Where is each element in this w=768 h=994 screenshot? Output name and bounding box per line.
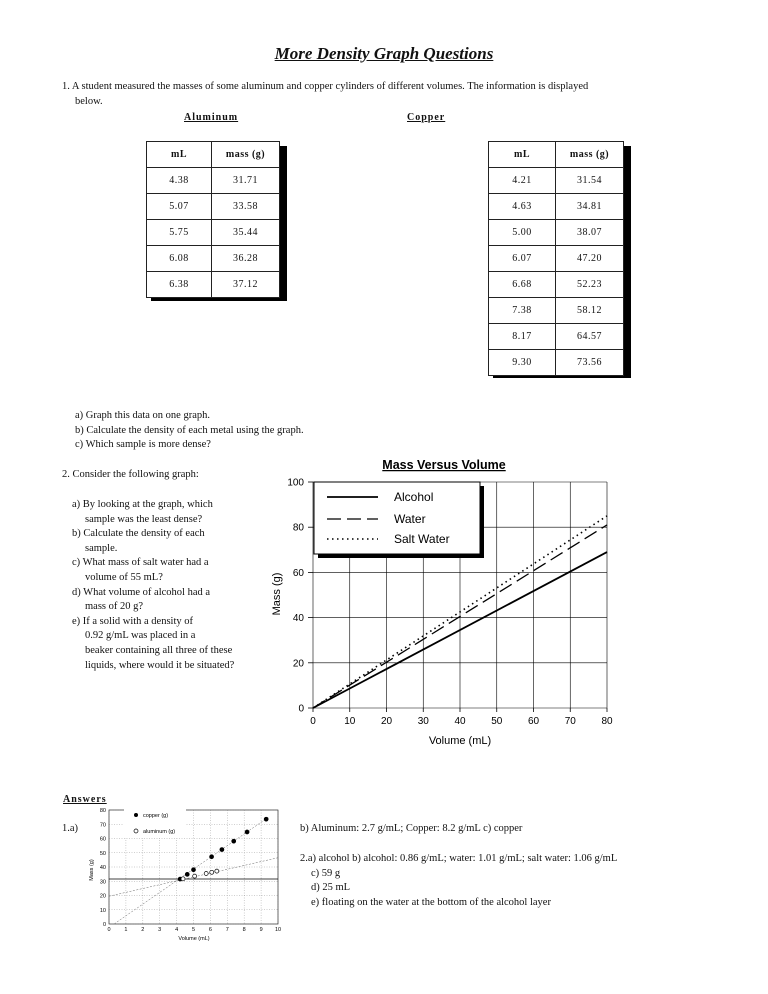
table-row [147, 220, 280, 246]
legend-label-alcohol: Alcohol [394, 490, 434, 504]
answer-x-tick-label: 5 [191, 927, 196, 933]
x-tick-label: 30 [417, 716, 429, 727]
table-cell: 8.17 [489, 324, 556, 350]
copper-data-point [192, 868, 196, 872]
answer-y-tick-label: 80 [99, 808, 106, 814]
aluminum-data-point [210, 870, 214, 874]
q2-intro: 2. Consider the following graph: [62, 469, 199, 480]
copper-data-point [264, 817, 268, 821]
q2-part-line: b) Calculate the density of each [72, 528, 205, 540]
legend-label-water: Water [394, 512, 426, 526]
q1-part-b: b) Calculate the density of each metal using the graph. [75, 424, 304, 436]
aluminum-data-point [193, 874, 197, 878]
table-cell: 5.00 [489, 220, 556, 246]
table-cell: 7.38 [489, 298, 556, 324]
answer-x-tick-label: 9 [259, 927, 263, 933]
x-tick-label: 50 [491, 716, 503, 727]
answer-x-tick-label: 3 [158, 927, 162, 933]
table-cell: 5.75 [147, 220, 212, 246]
table-header-cell: mass (g) [556, 142, 624, 168]
table-row [489, 272, 624, 298]
x-tick-label: 80 [601, 716, 613, 727]
table-header-cell: mL [489, 142, 556, 168]
table-row [489, 194, 624, 220]
table-cell: 64.57 [556, 324, 624, 350]
table-cell: 73.56 [556, 350, 624, 376]
copper-data-point [232, 839, 236, 843]
q1-parts [75, 409, 304, 453]
answer-scatter-chart [82, 804, 282, 944]
answer-x-tick-label: 7 [225, 927, 229, 933]
answer-legend-label-aluminum: aluminum (g) [143, 829, 176, 835]
table-header-row [147, 142, 280, 168]
answer-x-tick-label: 10 [274, 927, 282, 933]
q2-part-line: sample was the least dense? [85, 513, 203, 525]
table-cell: 4.63 [489, 194, 556, 220]
y-tick-label: 20 [292, 658, 304, 670]
answer-y-tick-label: 50 [99, 850, 106, 857]
table-header-cell: mL [147, 142, 212, 168]
answer-y-tick-label: 60 [99, 836, 106, 843]
copper-data-point [185, 872, 189, 876]
aluminum-label: Aluminum [184, 112, 239, 123]
q2-part-line: c) What mass of salt water had a [72, 557, 209, 569]
answer-chart-legend [124, 808, 186, 838]
page-title: More Density Graph Questions [274, 44, 494, 63]
copper-data-point [245, 830, 249, 834]
answer-y-tick-label: 40 [99, 865, 106, 871]
table-header-row [489, 142, 624, 168]
q2-part-line: 0.92 g/mL was placed in a [85, 630, 196, 642]
table-cell: 6.08 [147, 246, 212, 272]
x-tick-label: 10 [344, 716, 356, 727]
q2-part-line: liquids, where would it be situated? [85, 659, 235, 671]
y-tick-label: 40 [292, 613, 304, 625]
answer-1b: b) Aluminum: 2.7 g/mL; Copper: 8.2 g/mL c) copper [300, 823, 523, 834]
q1-part-c: c) Which sample is more dense? [75, 439, 211, 451]
answer-1a-label: 1.a) [62, 823, 79, 834]
q1-part-a: a) Graph this data on one graph. [75, 410, 210, 421]
y-axis-label: Mass (g) [271, 572, 283, 616]
y-tick-label: 0 [298, 703, 304, 715]
answer-legend-marker-copper [134, 813, 138, 817]
q1-intro-line2: below. [75, 96, 103, 107]
table-row [489, 298, 624, 324]
answer-2a: 2.a) alcohol b) alcohol: 0.86 g/mL; water: 1.01 g/mL; salt water: 1.06 g/mL [300, 853, 618, 864]
table-cell: 6.68 [489, 272, 556, 298]
table-header-cell: mass (g) [212, 142, 280, 168]
x-tick-label: 70 [564, 716, 576, 727]
answer-y-axis-label: Mass (g) [89, 859, 95, 881]
q2-part-line: beaker containing all three of these [85, 644, 233, 656]
answer-2d: d) 25 mL [311, 882, 351, 893]
x-tick-label: 0 [310, 716, 316, 727]
table-cell: 6.07 [489, 246, 556, 272]
y-tick-label: 60 [292, 567, 304, 579]
table-cell: 52.23 [556, 272, 624, 298]
table-cell: 31.71 [212, 168, 280, 194]
table-row [489, 324, 624, 350]
x-tick-label: 40 [454, 716, 466, 727]
legend-label-salt-water: Salt Water [394, 532, 450, 546]
q2-part-line: a) By looking at the graph, which [72, 499, 213, 510]
table-row [147, 246, 280, 272]
answer-x-tick-label: 4 [175, 927, 179, 933]
table-cell: 58.12 [556, 298, 624, 324]
table-row [147, 168, 280, 194]
table-cell: 4.21 [489, 168, 556, 194]
q2-part-line: sample. [85, 542, 118, 554]
answer-2e: e) floating on the water at the bottom of the alcohol layer [311, 897, 551, 908]
table-cell: 38.07 [556, 220, 624, 246]
q2-part-line: d) What volume of alcohol had a [72, 586, 211, 598]
table-row [147, 272, 280, 298]
aluminum-table [146, 141, 280, 298]
q2-part-line: e) If a solid with a density of [72, 615, 194, 627]
q2-part-line: mass of 20 g? [85, 601, 144, 613]
copper-table [488, 141, 624, 376]
x-tick-label: 20 [380, 716, 393, 727]
answers-heading: Answers [63, 794, 107, 805]
x-tick-label: 60 [527, 716, 540, 727]
answer-y-tick-label: 30 [99, 879, 106, 886]
y-tick-label: 80 [292, 522, 304, 534]
table-cell: 47.20 [556, 246, 624, 272]
chart-title: Mass Versus Volume [382, 458, 506, 472]
q2-part-line: volume of 55 mL? [85, 571, 163, 583]
answer-y-tick-label: 0 [102, 922, 106, 928]
answer-legend-label-copper: copper (g) [143, 813, 169, 819]
answer-y-tick-label: 20 [99, 893, 106, 900]
copper-data-point [210, 855, 214, 859]
table-cell: 37.12 [212, 272, 280, 298]
answer-x-tick-label: 6 [208, 927, 212, 933]
answer-x-tick-label: 1 [124, 927, 128, 933]
answer-y-tick-label: 10 [99, 907, 106, 914]
table-row [489, 220, 624, 246]
q1-intro-line1: 1. A student measured the masses of some aluminum and copper cylinders of different volumes. The information is displayed [62, 81, 589, 92]
table-cell: 5.07 [147, 194, 212, 220]
answer-x-tick-label: 8 [242, 927, 246, 933]
table-row [489, 246, 624, 272]
answer-x-tick-label: 2 [141, 927, 145, 933]
x-axis-label: Volume (mL) [428, 735, 492, 747]
answer-y-tick-label: 70 [99, 822, 106, 829]
table-cell: 31.54 [556, 168, 624, 194]
table-cell: 4.38 [147, 168, 212, 194]
aluminum-data-point [181, 877, 185, 881]
aluminum-data-point [204, 871, 208, 875]
aluminum-data-point [215, 869, 219, 873]
chart-legend [314, 482, 484, 558]
table-cell: 34.81 [556, 194, 624, 220]
table-cell: 9.30 [489, 350, 556, 376]
table-cell: 35.44 [212, 220, 280, 246]
table-row [489, 168, 624, 194]
answer-x-tick-label: 0 [107, 927, 111, 933]
table-cell: 36.28 [212, 246, 280, 272]
table-row [489, 350, 624, 376]
table-row [147, 194, 280, 220]
copper-data-point [220, 848, 224, 852]
copper-label: Copper [407, 112, 446, 123]
table-cell: 33.58 [212, 194, 280, 220]
y-tick-label: 100 [287, 477, 304, 489]
q2-parts [72, 498, 234, 673]
answer-2c: c) 59 g [311, 868, 341, 879]
table-cell: 6.38 [147, 272, 212, 298]
answer-legend-marker-aluminum [134, 829, 138, 833]
mass-volume-chart [260, 452, 630, 752]
answer-x-axis-label: Volume (mL) [178, 936, 210, 942]
